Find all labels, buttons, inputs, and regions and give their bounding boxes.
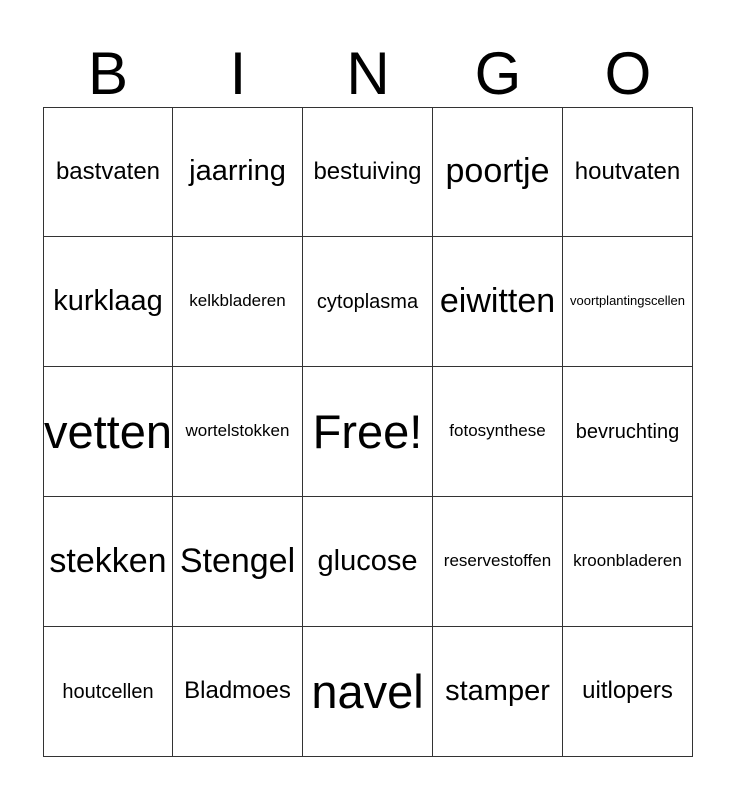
header-letter-g: G <box>474 40 522 107</box>
bingo-grid <box>43 107 693 757</box>
bingo-cell[interactable]: bestuiving <box>303 107 433 237</box>
bingo-cell[interactable]: kelkbladeren <box>173 237 303 367</box>
header-letter-i: I <box>229 40 247 107</box>
header-letter-n: N <box>346 40 390 107</box>
bingo-cell[interactable]: Bladmoes <box>173 627 303 757</box>
bingo-cell[interactable]: poortje <box>433 107 563 237</box>
bingo-cell[interactable]: kurklaag <box>43 237 173 367</box>
bingo-cell[interactable]: stamper <box>433 627 563 757</box>
header-letter-o: O <box>604 40 652 107</box>
bingo-cell[interactable]: stekken <box>43 497 173 627</box>
bingo-free-cell[interactable]: Free! <box>303 367 433 497</box>
bingo-cell[interactable]: uitlopers <box>563 627 693 757</box>
bingo-cell[interactable]: reservestoffen <box>433 497 563 627</box>
bingo-cell[interactable]: Stengel <box>173 497 303 627</box>
bingo-cell[interactable]: houtcellen <box>43 627 173 757</box>
bingo-cell[interactable]: bevruchting <box>563 367 693 497</box>
bingo-cell[interactable]: eiwitten <box>433 237 563 367</box>
bingo-cell[interactable]: vetten <box>43 367 173 497</box>
bingo-cell[interactable]: glucose <box>303 497 433 627</box>
bingo-cell[interactable]: bastvaten <box>43 107 173 237</box>
header-letter-b: B <box>87 40 129 107</box>
bingo-cell[interactable]: fotosynthese <box>433 367 563 497</box>
bingo-cell[interactable]: kroonbladeren <box>563 497 693 627</box>
bingo-header <box>43 40 693 108</box>
bingo-cell[interactable]: jaarring <box>173 107 303 237</box>
bingo-cell[interactable]: wortelstokken <box>173 367 303 497</box>
bingo-cell[interactable]: cytoplasma <box>303 237 433 367</box>
bingo-cell[interactable]: houtvaten <box>563 107 693 237</box>
bingo-cell[interactable]: voortplantingscellen <box>563 237 693 367</box>
bingo-cell[interactable]: navel <box>303 627 433 757</box>
